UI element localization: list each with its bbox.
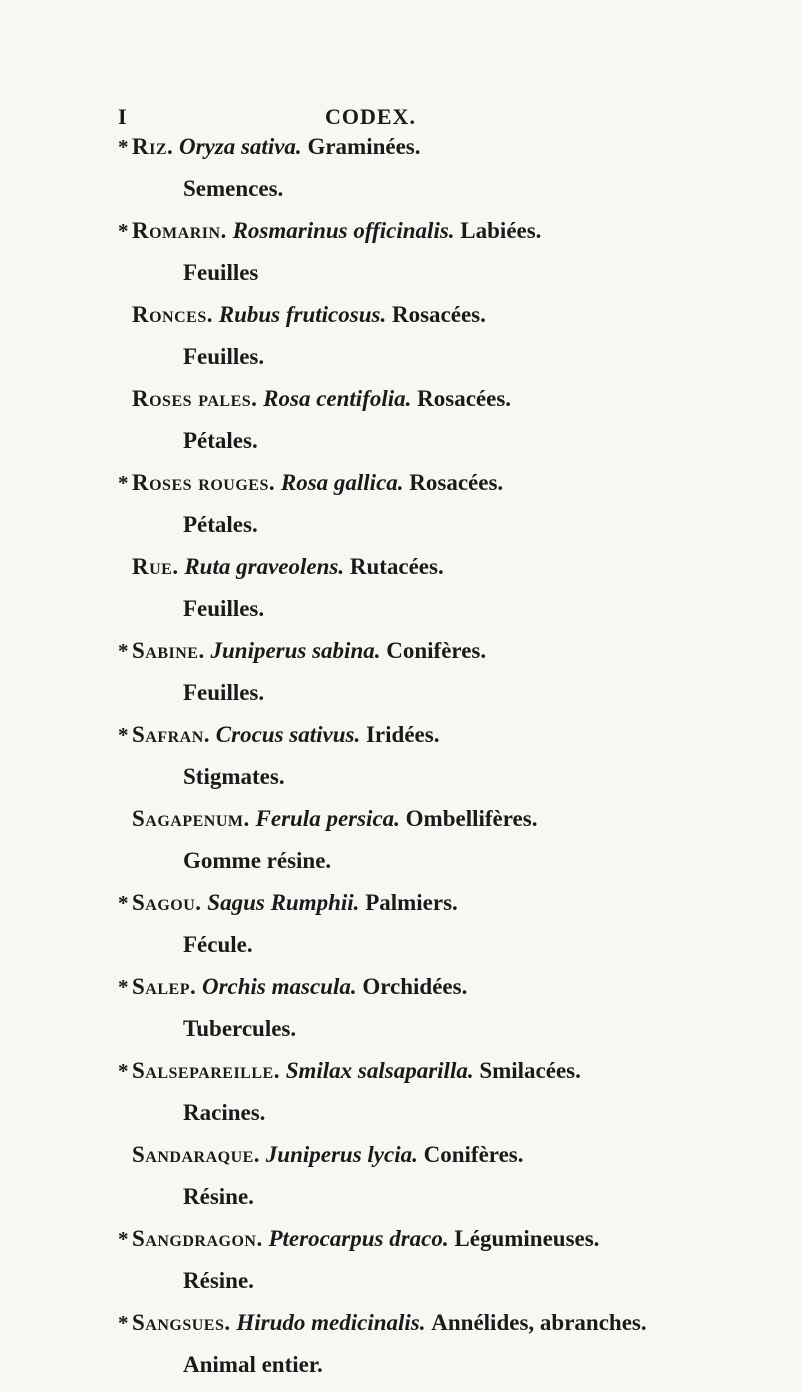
part-used: Pétales. [183,512,258,537]
entry-name: Sandaraque. [132,1142,261,1167]
latin-name: Ferula persica. [255,806,400,831]
plant-family: Rutacées. [349,554,444,579]
plant-family: Annélides, abranches. [431,1310,647,1335]
latin-name: Juniperus sabina. [210,638,381,663]
entry-name: Sangsues. [132,1310,231,1335]
part-used: Semences. [183,176,284,201]
plant-family: Ombellifères. [405,806,538,831]
entry-heading [118,1140,524,1170]
entry-heading [118,636,486,666]
list-item [0,300,801,384]
list-item [0,384,801,468]
page-number: I [118,104,127,129]
list-item [0,1056,801,1140]
list-item [0,1308,801,1392]
latin-name: Sagus Rumphii. [207,890,360,915]
plant-family: Orchidées. [362,974,468,999]
entry-name: Ronces. [132,302,213,327]
asterisk-mark: * [118,1311,129,1335]
entry-name: Salep. [132,974,197,999]
plant-family: Conifères. [386,638,487,663]
entry-name: Sagou. [132,890,202,915]
plant-family: Graminées. [307,134,421,159]
plant-family: Légumineuses. [454,1226,600,1251]
asterisk-mark: * [118,135,129,159]
plant-family: Palmiers. [365,890,458,915]
list-item [0,216,801,300]
latin-name: Rosa centifolia. [263,386,412,411]
entry-name: Safran. [132,722,211,747]
plant-family: Rosacées. [417,386,512,411]
page-header [0,104,801,134]
entry-heading [118,972,467,1002]
list-item [0,888,801,972]
part-used: Tubercules. [183,1016,297,1041]
entry-heading [118,552,444,582]
part-used: Animal entier. [183,1352,323,1377]
entry-name: Sagapenum. [132,806,250,831]
asterisk-mark: * [118,639,129,663]
entry-heading [118,384,511,414]
part-used: Racines. [183,1100,266,1125]
list-item [0,720,801,804]
latin-name: Hirudo medicinalis. [236,1310,426,1335]
entry-heading [118,1224,599,1254]
latin-name: Smilax salsaparilla. [285,1058,474,1083]
list-item [0,1140,801,1224]
asterisk-mark: * [118,1227,129,1251]
entry-name: Sabine. [132,638,205,663]
entry-heading [118,1056,581,1086]
list-item [0,552,801,636]
plant-family: Rosacées. [391,302,486,327]
latin-name: Rosa gallica. [280,470,404,495]
latin-name: Pterocarpus draco. [268,1226,449,1251]
latin-name: Rosmarinus officinalis. [232,218,455,243]
part-used: Stigmates. [183,764,285,789]
entry-heading [118,216,541,246]
list-item [0,132,801,216]
plant-family: Rosacées. [409,470,504,495]
asterisk-mark: * [118,471,129,495]
entry-name: Rue. [132,554,179,579]
asterisk-mark: * [118,891,129,915]
entry-name: Riz. [132,134,174,159]
entry-list [0,132,801,1392]
latin-name: Rubus fruticosus. [218,302,387,327]
list-item [0,804,801,888]
entry-name: Roses rouges. [132,470,276,495]
part-used: Résine. [183,1184,254,1209]
list-item [0,972,801,1056]
entry-name: Sangdragon. [132,1226,263,1251]
part-used: Feuilles. [183,344,265,369]
list-item [0,636,801,720]
asterisk-mark: * [118,975,129,999]
latin-name: Crocus sativus. [215,722,361,747]
plant-family: Conifères. [423,1142,524,1167]
list-item [0,468,801,552]
part-used: Résine. [183,1268,254,1293]
part-used: Pétales. [183,428,258,453]
part-used: Feuilles. [183,596,265,621]
plant-family: Labiées. [460,218,542,243]
plant-family: Iridées. [365,722,440,747]
entry-heading [118,888,458,918]
running-title: CODEX. [325,104,416,129]
latin-name: Juniperus lycia. [265,1142,418,1167]
entry-name: Romarin. [132,218,227,243]
part-used: Feuilles. [183,680,265,705]
latin-name: Ruta graveolens. [184,554,345,579]
entry-name: Roses pales. [132,386,258,411]
entry-heading [118,132,421,162]
entry-heading [118,468,503,498]
entry-heading [118,720,439,750]
latin-name: Oryza sativa. [179,134,302,159]
entry-heading [118,300,486,330]
part-used: Gomme résine. [183,848,332,873]
part-used: Fécule. [183,932,253,957]
list-item [0,1224,801,1308]
asterisk-mark: * [118,723,129,747]
plant-family: Smilacées. [479,1058,581,1083]
entry-heading [118,804,537,834]
part-used: Feuilles [183,260,259,285]
entry-heading [118,1308,647,1338]
entry-name: Salsepareille. [132,1058,280,1083]
asterisk-mark: * [118,1059,129,1083]
asterisk-mark: * [118,219,129,243]
latin-name: Orchis mascula. [201,974,357,999]
